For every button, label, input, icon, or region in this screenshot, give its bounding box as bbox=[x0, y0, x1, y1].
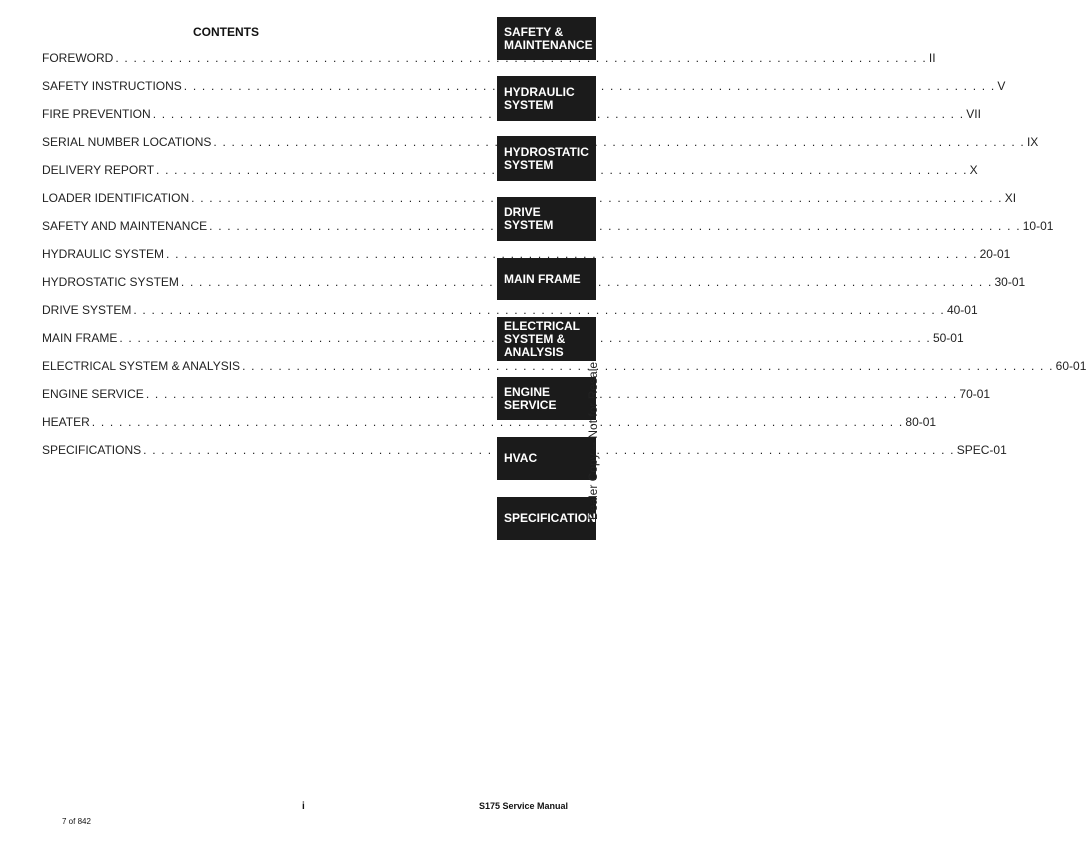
toc-row-electrical-system[interactable] bbox=[42, 359, 1086, 387]
toc-page: V bbox=[997, 79, 1006, 93]
toc-page: 20-01 bbox=[979, 247, 1011, 261]
toc-page: XI bbox=[1004, 191, 1017, 205]
toc-page: SPEC-01 bbox=[956, 443, 1007, 457]
footer-page-count: 7 of 842 bbox=[62, 817, 91, 826]
toc-label: LOADER IDENTIFICATION bbox=[42, 191, 190, 205]
footer-manual-title: S175 Service Manual bbox=[479, 801, 569, 811]
toc-leader bbox=[133, 303, 945, 317]
toc-label: MAIN FRAME bbox=[42, 331, 118, 345]
toc-label: SERIAL NUMBER LOCATIONS bbox=[42, 135, 212, 149]
tab-safety-maintenance[interactable]: SAFETY & MAINTENANCE bbox=[497, 17, 596, 60]
toc-label: FOREWORD bbox=[42, 51, 114, 65]
toc-row-engine-service[interactable] bbox=[42, 387, 991, 415]
tab-hydraulic-system[interactable]: HYDRAULIC SYSTEM bbox=[497, 76, 596, 121]
tab-drive-system[interactable]: DRIVE SYSTEM bbox=[497, 197, 596, 241]
toc-leader bbox=[213, 135, 1025, 149]
tab-hvac[interactable]: HVAC bbox=[497, 437, 596, 480]
toc-page: 80-01 bbox=[905, 415, 937, 429]
toc-label: FIRE PREVENTION bbox=[42, 107, 151, 121]
toc-page: X bbox=[969, 163, 978, 177]
toc-label: SPECIFICATIONS bbox=[42, 443, 142, 457]
tab-hydrostatic-system[interactable]: HYDROSTATIC SYSTEM bbox=[497, 136, 596, 181]
toc-page: 40-01 bbox=[946, 303, 978, 317]
toc-label: DELIVERY REPORT bbox=[42, 163, 155, 177]
tab-main-frame[interactable]: MAIN FRAME bbox=[497, 258, 596, 300]
toc-row-heater[interactable] bbox=[42, 415, 937, 443]
tab-specifications[interactable]: SPECIFICATIONS bbox=[497, 497, 596, 540]
toc-row-foreword[interactable] bbox=[42, 51, 936, 79]
dealer-copy-watermark: Dealer Copy -- Not for Resale bbox=[586, 361, 600, 520]
toc-page: 10-01 bbox=[1022, 219, 1054, 233]
tab-engine-service[interactable]: ENGINE SERVICE bbox=[497, 377, 596, 420]
toc-page: 70-01 bbox=[959, 387, 991, 401]
toc-label: SAFETY AND MAINTENANCE bbox=[42, 219, 208, 233]
toc-row-delivery-report[interactable] bbox=[42, 163, 978, 191]
toc-leader bbox=[209, 219, 1021, 233]
toc-label: HYDRAULIC SYSTEM bbox=[42, 247, 165, 261]
toc-label: DRIVE SYSTEM bbox=[42, 303, 132, 317]
toc-page: II bbox=[928, 51, 936, 65]
toc-page: 50-01 bbox=[932, 331, 964, 345]
toc-page: 30-01 bbox=[994, 275, 1026, 289]
toc-row-hydraulic-system[interactable] bbox=[42, 247, 1011, 275]
toc-row-fire-prevention[interactable] bbox=[42, 107, 981, 135]
toc-leader bbox=[191, 191, 1003, 205]
contents-title: CONTENTS bbox=[193, 25, 259, 39]
toc-leader bbox=[242, 359, 1054, 373]
toc-row-safety-and-maintenance[interactable] bbox=[42, 219, 1054, 247]
tab-electrical-system[interactable]: ELECTRICAL SYSTEM & ANALYSIS bbox=[497, 317, 596, 361]
toc-row-drive-system[interactable] bbox=[42, 303, 978, 331]
toc-label: SAFETY INSTRUCTIONS bbox=[42, 79, 182, 93]
toc-page: 60-01 bbox=[1055, 359, 1086, 373]
toc-label: ENGINE SERVICE bbox=[42, 387, 144, 401]
toc-label: HYDROSTATIC SYSTEM bbox=[42, 275, 179, 289]
toc-label: ELECTRICAL SYSTEM & ANALYSIS bbox=[42, 359, 241, 373]
footer-page-number: i bbox=[302, 801, 305, 812]
toc-page: IX bbox=[1026, 135, 1039, 149]
toc-label: HEATER bbox=[42, 415, 90, 429]
toc-page: VII bbox=[966, 107, 981, 121]
